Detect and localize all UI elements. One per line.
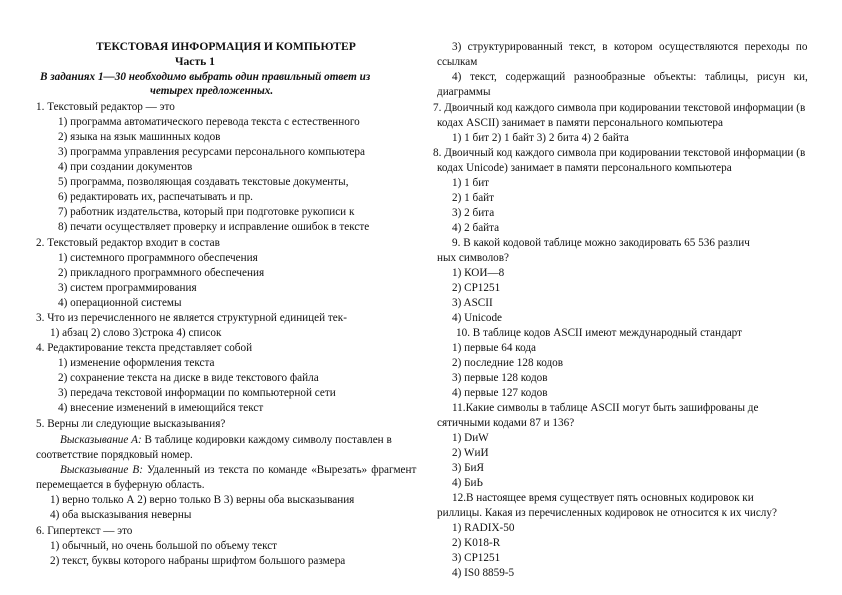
line-text: кодах ASCII) занимает в памяти персонального компьютера (437, 117, 723, 129)
right-text-line (437, 251, 509, 265)
line-text: 7. Двоичный код каждого символа при кодировании текстовой информации (в (433, 102, 806, 114)
line-text: 3) систем программирования (58, 282, 197, 294)
line-text: 4) операционной системы (58, 297, 182, 309)
line-text: 8. Двоичный код каждого символа при кодировании текстовой информации (в (433, 147, 806, 159)
line-text: 3. Что из перечисленного не является структурной единицей тек- (36, 312, 347, 324)
line-text: Часть 1 (175, 55, 215, 68)
left-text-line (36, 236, 220, 250)
line-text: 4. Редактирование текста представляет собой (36, 342, 253, 354)
left-text-line (36, 448, 193, 462)
right-text-line (452, 221, 499, 235)
right-text-line (452, 431, 489, 445)
left-text-line (58, 130, 220, 144)
line-text: 1) абзац 2) слово 3)строка 4) список (50, 327, 222, 339)
left-text-line (36, 341, 252, 355)
line-text: риллицы. Какая из перечисленных кодировок не относится к их числу? (437, 507, 777, 519)
right-text-line (452, 566, 514, 580)
right-text-line (437, 506, 777, 520)
line-text: 2) сохранение текста на диске в виде текстового файла (58, 372, 319, 384)
line-text: 11.Какие символы в таблице ASCII могут быть зашифрованы де (452, 402, 759, 414)
line-text: 3) CP1251 (452, 552, 501, 564)
line-text: 1) верно только А 2) верно только В 3) верны оба высказывания (50, 494, 355, 506)
line-text: 1) первые 64 кода (452, 342, 537, 354)
left-text-line (50, 554, 345, 568)
left-text-line (58, 401, 263, 415)
line-text: 3) 2 бита (452, 207, 495, 219)
line-text: 4) Unicode (452, 312, 503, 324)
left-text-line (58, 266, 264, 280)
left-text-line (60, 433, 392, 447)
right-text-line (456, 326, 742, 340)
line-text: 2) K018-R (452, 537, 501, 549)
line-text: 2) последние 128 кодов (452, 357, 564, 369)
line-text: 5. Верны ли следующие высказывания? (36, 418, 226, 430)
statement-label: Высказывание В: (60, 464, 143, 476)
left-text-line (58, 251, 258, 265)
left-text-line (58, 160, 192, 174)
right-text-line (452, 296, 493, 310)
line-text: ТЕКСТОВАЯ ИНФОРМАЦИЯ И КОМПЬЮТЕР (96, 40, 356, 53)
right-text-line (452, 176, 489, 190)
line-text: 9. В какой кодовой таблице можно закодировать 65 536 различ (452, 237, 750, 249)
right-text-line (452, 536, 500, 550)
line-text: 3) программа управления ресурсами персонального компьютера (58, 146, 365, 158)
line-text: 1) программа автоматического перевода текста с естественного (58, 116, 360, 128)
line-text: диаграммы (437, 86, 491, 98)
line-text: 1. Текстовый редактор — это (36, 101, 175, 113)
left-text-line (58, 115, 360, 129)
line-text: 8) печати осуществляет проверку и исправление ошибок в тексте (58, 221, 370, 233)
left-text-line (60, 463, 416, 477)
right-text-line (452, 281, 500, 295)
right-text-line (452, 191, 494, 205)
right-text-line (452, 461, 484, 475)
line-text: 2) прикладного программного обеспечения (58, 267, 265, 279)
line-text: 4) оба высказывания неверны (50, 509, 192, 521)
line-text: 2) текст, буквы которого набраны шрифтом большого размера (50, 555, 346, 567)
line-text: 4) БиЬ (452, 477, 483, 489)
right-text-line (452, 70, 808, 84)
statement-label: Высказывание А: (60, 434, 142, 446)
right-text-line (433, 101, 805, 115)
right-text-line (452, 521, 514, 535)
left-text-line (36, 100, 175, 114)
line-text: 2) СР1251 (452, 282, 501, 294)
right-text-line (437, 416, 574, 430)
line-text: 3) БиЯ (452, 462, 484, 474)
line-text: 3) структурированный текст, в котором осуществляются переходы по (452, 41, 808, 53)
line-text: 4) первые 127 кодов (452, 387, 548, 399)
line-text: 1) КОИ—8 (452, 267, 505, 279)
left-text-line (58, 220, 369, 234)
line-text: 1) 1 бит (452, 177, 490, 189)
line-text: 3) первые 128 кодов (452, 372, 548, 384)
right-text-line (452, 446, 489, 460)
left-text-line (58, 356, 214, 370)
line-text: 4) текст, содержащий разнообразные объекты: таблицы, рисун ки, (452, 71, 808, 83)
right-text-line (452, 266, 504, 280)
line-text: 2) WиИ (452, 447, 489, 459)
right-text-line (452, 236, 750, 250)
line-text: сятичными кодами 87 и 136? (437, 417, 575, 429)
left-text-line (175, 55, 215, 69)
left-text-line (50, 539, 277, 553)
line-text: 2) 1 байт (452, 192, 495, 204)
right-text-line (452, 131, 629, 145)
left-text-line (36, 417, 225, 431)
line-text: 1) обычный, но очень большой по объему текст (50, 540, 278, 552)
line-text: 4) 2 байта (452, 222, 500, 234)
right-text-line (437, 55, 477, 69)
left-text-line (36, 524, 132, 538)
right-text-line (452, 476, 483, 490)
line-text: четырех предложенных. (150, 85, 274, 97)
right-text-line (452, 206, 494, 220)
line-text: соответствие порядковый номер. (36, 449, 193, 461)
line-text: 2. Текстовый редактор входит в состав (36, 237, 220, 249)
left-text-line (58, 190, 253, 204)
left-text-line (58, 145, 365, 159)
right-text-line (452, 356, 563, 370)
line-text: 12.В настоящее время существует пять основных кодировок ки (452, 492, 754, 504)
right-text-line (452, 386, 548, 400)
left-text-line (58, 386, 336, 400)
left-text-line (36, 478, 205, 492)
left-text-line (150, 84, 273, 98)
line-text: Удаленный из текста по команде «Вырезать» фрагмент (142, 464, 417, 476)
left-text-line (58, 371, 319, 385)
line-text: В таблице кодировки каждому символу поставлен в (141, 434, 392, 446)
right-text-line (437, 116, 723, 130)
line-text: 2) языка на язык машинных кодов (58, 131, 221, 143)
left-text-line (58, 281, 197, 295)
right-text-line (452, 491, 754, 505)
line-text: 4) IS0 8859-5 (452, 567, 515, 579)
line-text: 4) при создании документов (58, 161, 193, 173)
left-text-line (50, 493, 354, 507)
left-text-line (40, 70, 370, 84)
line-text: 10. В таблице кодов ASCII имеют международный стандарт (456, 327, 743, 339)
line-text: 1) изменение оформления текста (58, 357, 215, 369)
line-text: перемещается в буферную область. (36, 479, 205, 491)
line-text: 6) редактировать их, распечатывать и пр. (58, 191, 253, 203)
left-text-line (58, 205, 354, 219)
line-text: 7) работник издательства, который при подготовке рукописи к (58, 206, 355, 218)
right-text-line (452, 341, 536, 355)
line-text: 3) передача текстовой информации по компьютерной сети (58, 387, 336, 399)
left-text-line (58, 296, 182, 310)
right-text-line (452, 551, 500, 565)
line-text: 3) ASCII (452, 297, 493, 309)
line-text: 6. Гипертекст — это (36, 525, 133, 537)
right-text-line (452, 40, 808, 54)
line-text: 5) программа, позволяющая создавать текстовые документы, (58, 176, 349, 188)
right-text-line (437, 161, 732, 175)
line-text: 1) 1 бит 2) 1 байт 3) 2 бита 4) 2 байта (452, 132, 629, 144)
left-text-line (50, 508, 191, 522)
right-text-line (452, 311, 502, 325)
left-text-line (96, 40, 356, 54)
left-text-line (36, 311, 347, 325)
right-text-line (433, 146, 805, 160)
left-text-line (50, 326, 221, 340)
line-text: ных символов? (437, 252, 510, 264)
line-text: ссылкам (437, 56, 478, 68)
line-text: 1) системного программного обеспечения (58, 252, 258, 264)
line-text: 1) DиW (452, 432, 489, 444)
right-text-line (452, 371, 548, 385)
right-text-line (452, 401, 758, 415)
right-text-line (437, 85, 490, 99)
line-text: 4) внесение изменений в имеющийся текст (58, 402, 264, 414)
line-text: 1) RADIX-50 (452, 522, 515, 534)
left-text-line (58, 175, 349, 189)
line-text: В заданиях 1—30 необходимо выбрать один правильный ответ из (40, 71, 371, 83)
line-text: кодах Unicode) занимает в памяти персонального компьютера (437, 162, 732, 174)
